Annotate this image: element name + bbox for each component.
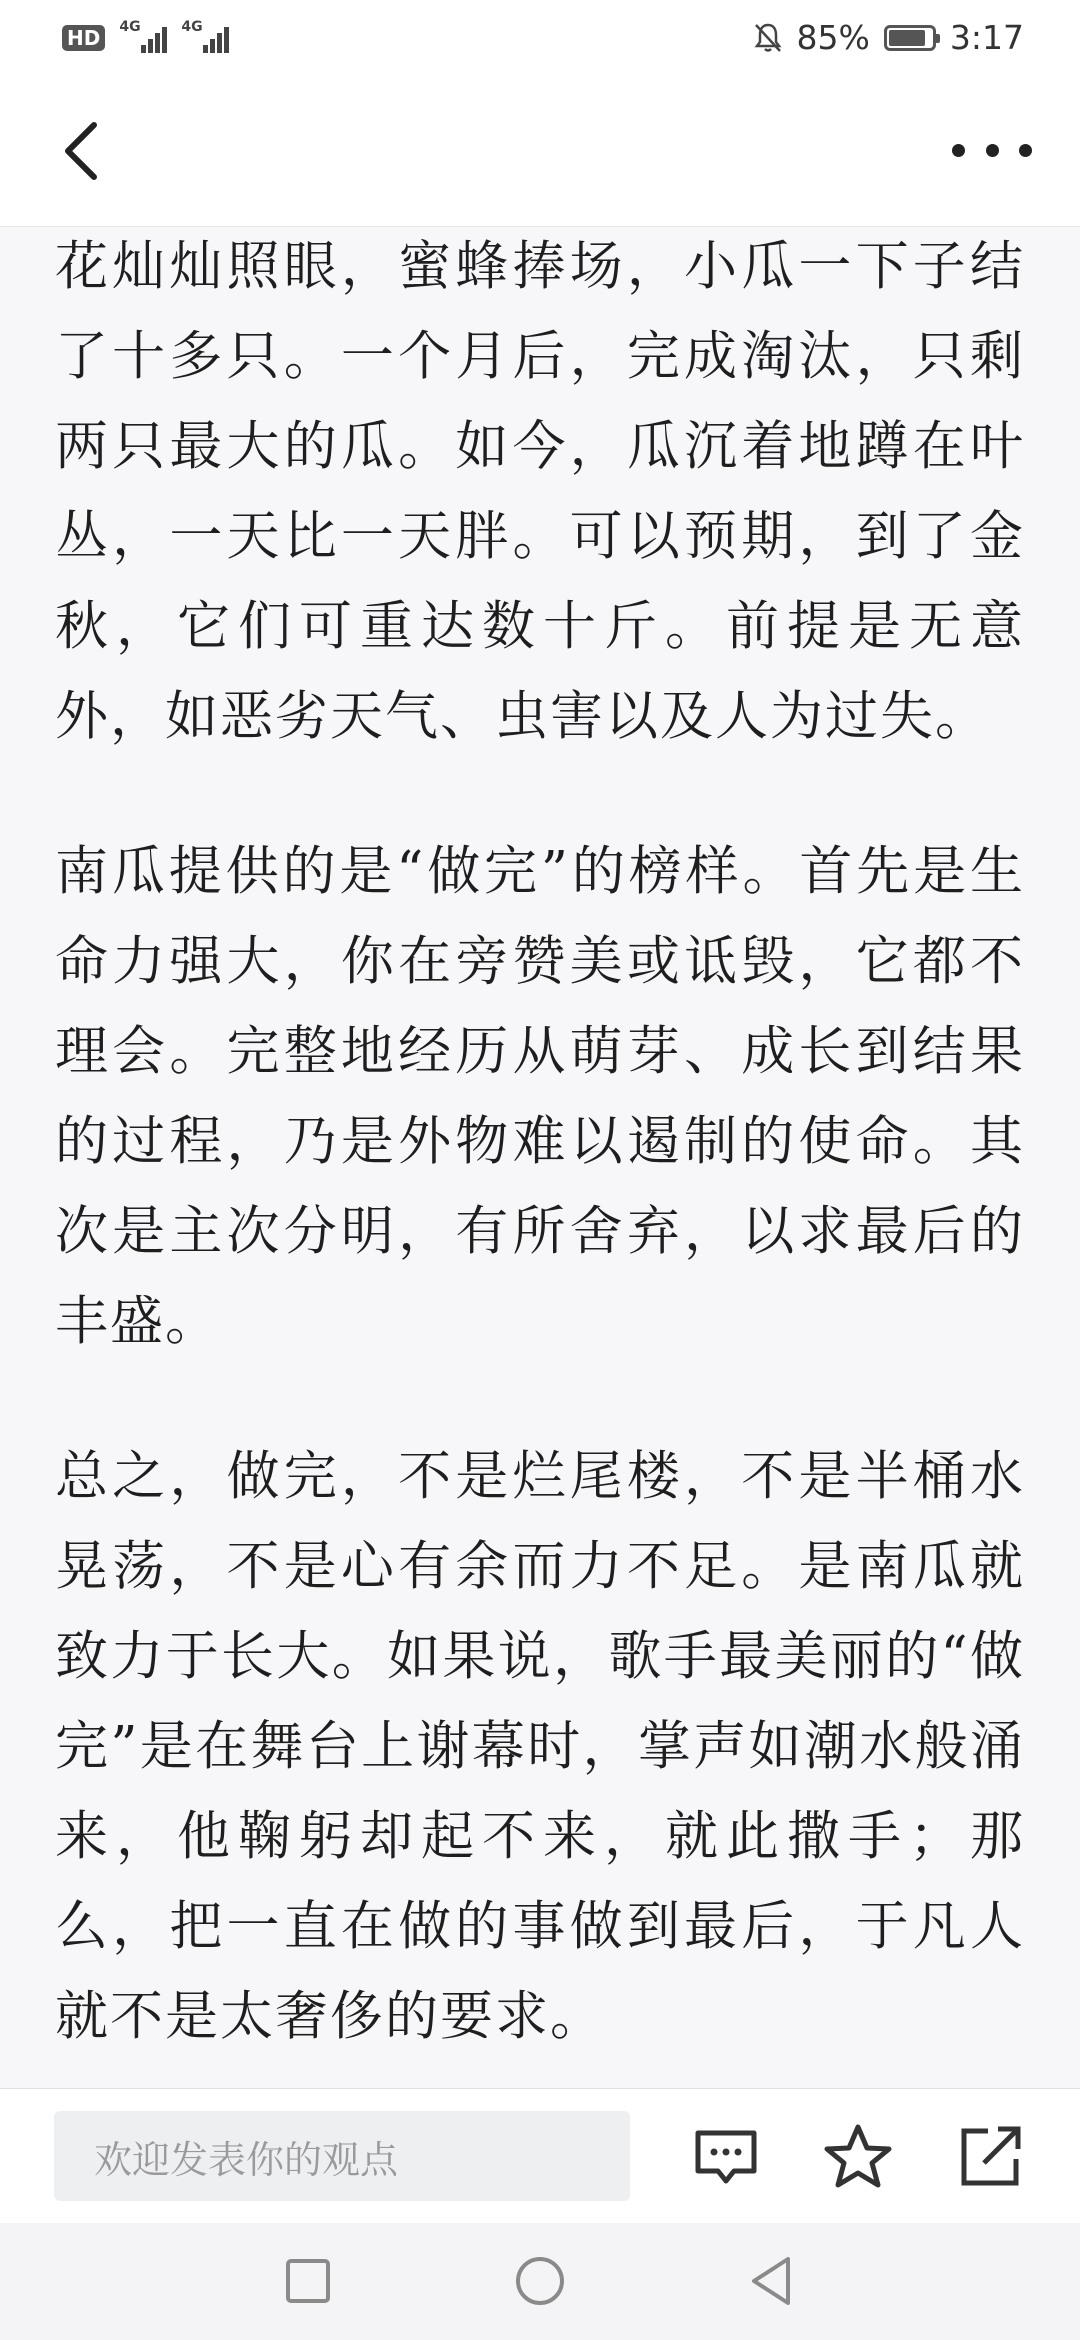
signal-icon [119,18,167,53]
more-dots-icon [1019,144,1032,157]
battery-icon [884,25,936,51]
nav-back-button[interactable] [744,2253,800,2309]
comment-button[interactable] [690,2121,762,2193]
status-right [753,18,1024,57]
home-button[interactable] [512,2253,568,2309]
recent-apps-button[interactable] [280,2253,336,2309]
battery-percent: 85% [796,18,870,57]
back-button[interactable] [52,115,122,185]
more-dots-icon [986,144,999,157]
app-header [0,75,1080,227]
status-bar [0,0,1080,75]
network-type-label: 4G [119,18,141,35]
mute-icon [753,22,783,54]
article-paragraph: 花灿灿照眼，蜜蜂捧场，小瓜一下子结了十多只。一个月后，完成淘汰，只剩两只最大的瓜。如今，瓜沉着地蹲在叶丛，一天比一天胖。可以预期，到了金秋，它们可重达数十斤。前提是无意外，如恶劣天气、虫害以及人为过失。 [55,236,1025,747]
article-body[interactable] [0,228,1080,2088]
status-left [62,18,229,53]
comment-icon [690,2121,762,2193]
recent-apps-icon [280,2253,336,2309]
favorite-button[interactable] [822,2121,894,2193]
comment-placeholder: 欢迎发表你的观点 [94,2137,399,2182]
chevron-left-icon [52,115,122,185]
share-button[interactable] [954,2121,1026,2193]
home-icon [512,2253,568,2309]
back-triangle-icon [744,2253,800,2309]
more-button[interactable] [952,115,1032,185]
article-paragraph: 总之，做完，不是烂尾楼，不是半桶水晃荡，不是心有余而力不足。是南瓜就致力于长大。如果说，歌手最美丽的“做完”是在舞台上谢幕时，掌声如潮水般涌来，他鞠躬却起不来，就此撒手；那么，把一直在做的事做到最后，于凡人就不是太奢侈的要求。 [55,1446,1025,2047]
hd-badge: HD [62,25,105,51]
clock: 3:17 [949,18,1024,57]
system-nav-bar [0,2223,1080,2340]
network-type-label: 4G [181,18,203,35]
article-paragraph: 南瓜提供的是“做完”的榜样。首先是生命力强大，你在旁赞美或诋毁，它都不理会。完整地经历从萌芽、成长到结果的过程，乃是外物难以遏制的使命。其次是主次分明，有所舍弃，以求最后的丰盛。 [55,841,1025,1352]
comment-input[interactable] [54,2111,630,2201]
signal-icon [181,18,229,53]
more-dots-icon [952,144,965,157]
share-icon [954,2121,1026,2193]
comment-bar [0,2088,1080,2223]
star-icon [822,2121,894,2193]
